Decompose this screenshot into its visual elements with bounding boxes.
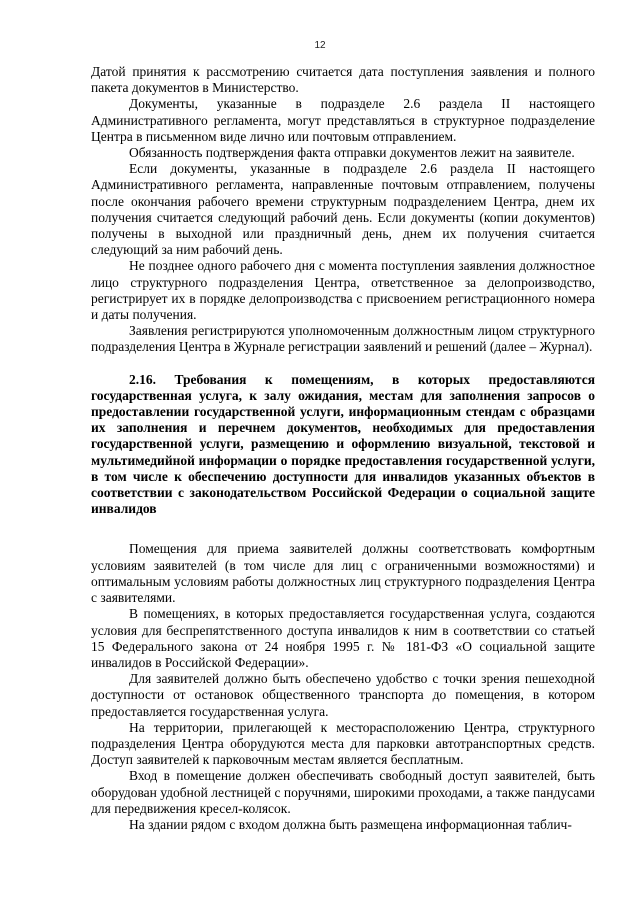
paragraph: На территории, прилегающей к месторасположению Центра, структурного подразделения Центра оборудуются места для парковки автотранспортных средств. Доступ заявителей к парковочным местам является бесплатным. <box>91 719 595 768</box>
paragraph: Помещения для приема заявителей должны соответствовать комфортным условиям заявителей (в том числе для лиц с ограниченными возможностями) и оптимальным условиям работы должностных лиц структурного подразделения Центра с заявителями. <box>91 541 595 606</box>
paragraph: Датой принятия к рассмотрению считается дата поступления заявления и полного пакета документов в Министерство. <box>91 64 595 96</box>
paragraph: Заявления регистрируются уполномоченным должностным лицом структурного подразделения Центра в Журнале регистрации заявлений и решений (далее – Журнал). <box>91 323 595 355</box>
section-spacer <box>91 517 595 541</box>
paragraph: На здании рядом с входом должна быть размещена информационная таблич- <box>129 816 572 832</box>
paragraph: Вход в помещение должен обеспечивать свободный доступ заявителей, быть оборудован удобной лестницей с поручнями, широкими проходами, а также пандусами для передвижения кресел-колясок. <box>91 768 595 816</box>
paragraph: Обязанность подтверждения факта отправки документов лежит на заявителе. <box>129 145 575 161</box>
page-number: 12 <box>314 40 326 51</box>
paragraph: Документы, указанные в подразделе 2.6 раздела II настоящего Административного регламента, могут представляться в структурное подразделение Центра в письменном виде лично или почтовым отправлением. <box>91 96 595 144</box>
paragraph: Не позднее одного рабочего дня с момента поступления заявления должностное лицо структурного подразделения Центра, ответственное за делопроизводство, регистрирует их в порядке делопроизводства с присвоением регистрационного номера и даты получения. <box>91 258 595 323</box>
paragraph: Если документы, указанные в подразделе 2.6 раздела II настоящего Административного регламента, направленные почтовым отправлением, получены после окончания рабочего времени структурным подразделением Центра, днем их получения считается следующий рабочий день. Если документы (копии документов) получены в выходной или праздничный день, днем их получения считается следующий за ним рабочий день. <box>91 161 595 258</box>
section-heading: 2.16. Требования к помещениям, в которых предоставляются государственная услуга, к залу ожидания, местам для заполнения запросов о предоставлении государственной услуги, информационным стендам с образцами их заполнения и перечнем документов, необходимых для предоставления государственной услуги, размещению и оформлению визуальной, текстовой и мультимедийной информации о порядке предоставления государственной услуги, в том числе к обеспечению доступности для инвалидов указанных объектов в соответствии с законодательством Российской Федерации о социальной защите инвалидов <box>91 371 595 517</box>
paragraph: Для заявителей должно быть обеспечено удобство с точки зрения пешеходной доступности от остановок общественного транспорта до помещения, в котором предоставляется государственная услуга. <box>91 671 595 719</box>
paragraph: В помещениях, в которых предоставляется государственная услуга, создаются условия для беспрепятственного доступа инвалидов к ним в соответствии со статьей 15 Федерального закона от 24 ноября 1995 г. № 181-ФЗ «О социальной защите инвалидов в Российской Федерации». <box>91 606 595 670</box>
document-body <box>91 64 595 833</box>
